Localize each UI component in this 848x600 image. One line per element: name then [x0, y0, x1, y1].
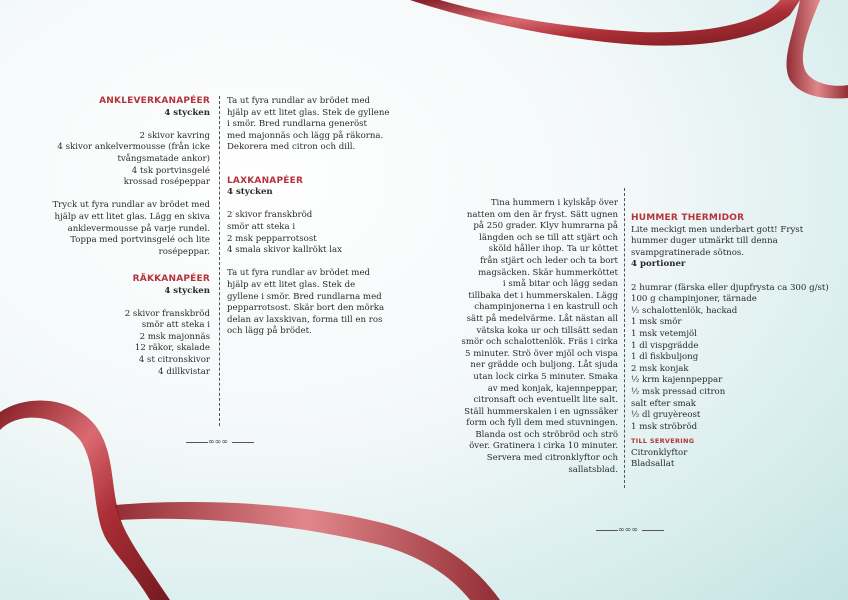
method-line: av med konjak, kajennpeppar, — [487, 383, 618, 394]
method-line: rosépeppar. — [158, 246, 210, 257]
intro-line: hummer duger utmärkt till denna — [631, 236, 778, 247]
method-line: ner grädde och buljong. Låt sjuda — [470, 360, 618, 371]
ingredient: 2 skivor franskbröd — [227, 210, 313, 221]
serving-items — [631, 448, 831, 471]
ingredient: 4 smala skivor kallrökt lax — [227, 245, 342, 256]
method-line: tillbaka det i hummerskalen. Lägg — [468, 290, 618, 301]
ingredient: 1 msk ströbröd — [631, 421, 698, 432]
method-line: natten om den är fryst. Sätt ugnen — [466, 209, 618, 220]
servings-hummer-thermidor: 4 portioner — [631, 259, 686, 270]
intro-line: Lite meckigt men underbart gott! Fryst — [631, 224, 804, 235]
ingredient: 4 tsk portvinsgelé — [131, 165, 210, 176]
method-line: utan lock cirka 5 minuter. Smaka — [473, 371, 618, 382]
ingredient: ½ schalottenlök, hackad — [631, 305, 738, 316]
ingredient: 4 skivor ankelvermousse (från icke — [57, 142, 210, 153]
method-line: över. Gratinera i cirka 10 minuter. — [469, 441, 618, 452]
ingredient: 1 msk vetemjöl — [631, 328, 697, 339]
method-line: Ta ut fyra rundlar av brödet med — [227, 96, 371, 106]
method-laxkanapeer — [227, 268, 402, 338]
heading-till-servering: TILL SERVERING — [631, 437, 695, 446]
ingredient: 4 dillkvistar — [158, 366, 210, 377]
method-ankleverkanapeer — [40, 200, 210, 258]
method-rakkanapeer — [227, 96, 402, 154]
method-line: sallatsblad. — [568, 464, 618, 475]
ingredient: tvångsmatade ankor) — [117, 153, 210, 164]
ingredient: 2 skivor franskbröd — [124, 308, 210, 319]
method-line: Ta ut fyra rundlar av brödet med — [227, 268, 371, 279]
column-divider — [219, 96, 220, 426]
method-line: champinjonerna i en kastrull och — [474, 302, 618, 313]
method-line: längden och se till att stjärt och — [479, 232, 618, 243]
ingredient: 1 dl fiskbuljong — [631, 352, 699, 363]
ingredient: 1 dl vispgrädde — [631, 340, 699, 351]
ingredients-laxkanapeer — [227, 210, 402, 256]
intro-line: svampgratinerade sötnos. — [631, 247, 745, 258]
column-divider — [624, 188, 625, 488]
ingredient: salt efter smak — [631, 398, 697, 409]
heading-laxkanapeer: LAXKANAPÉER — [227, 175, 304, 186]
method-line: hjälp av ett litet glas. Lägg en skiva — [54, 211, 210, 222]
ingredient: 2 humrar (färska eller djupfrysta ca 300 g/st) — [631, 282, 829, 293]
method-line: delan av laxskivan, forma till en ros — [227, 314, 383, 325]
heading-ankleverkanapeer: ANKLEVERKANAPÉER — [99, 96, 210, 106]
method-line: sköld håller ihop. Ta ur köttet — [488, 244, 618, 255]
method-line: magsäcken. Skär hummerköttet — [478, 267, 618, 278]
divider-ornament — [186, 438, 254, 446]
serving-item: Citronklyftor — [631, 447, 688, 458]
method-line: i små bitar och lägg sedan — [502, 279, 618, 290]
knot-icon: ∞∞∞ — [208, 437, 228, 446]
servings-ankleverkanapeer: 4 stycken — [164, 107, 210, 118]
method-line: hjälp av ett litet glas. Stek de gyllene — [227, 107, 390, 118]
column-1 — [40, 96, 210, 378]
ingredients-rakkanapeer — [40, 309, 210, 379]
ingredient: 2 msk pepparrotsost — [227, 233, 317, 244]
method-line: Blanda ost och ströbröd och strö — [475, 429, 618, 440]
method-hummer-thermidor — [440, 198, 618, 476]
ingredient: ½ krm kajennpeppar — [631, 375, 723, 386]
serving-item: Bladsallat — [631, 459, 675, 470]
method-line: citronsaft och eventuellt lite salt. — [473, 395, 618, 406]
method-line: vätska koka ur och tillsätt sedan — [476, 325, 618, 336]
method-line: Tina hummern i kylskåp över — [490, 198, 618, 208]
method-line: Toppa med portvinsgelé och lite — [70, 235, 210, 246]
method-line: anklevermousse på varje rundel. — [67, 223, 210, 234]
knot-icon: ∞∞∞ — [618, 525, 638, 534]
method-line: med majonnäs och lägg på räkorna. — [227, 130, 384, 141]
method-line: Dekorera med citron och dill. — [227, 142, 356, 153]
ingredient: 2 msk konjak — [631, 363, 689, 374]
ingredient: 2 skivor kavring — [139, 130, 210, 141]
column-2 — [227, 96, 402, 338]
method-line: pepparrotsost. Skär bort den mörka — [227, 303, 385, 314]
method-line: på 250 grader. Klyv humrarna på — [473, 221, 618, 232]
column-3 — [440, 198, 618, 476]
ingredient: 2 msk majonnäs — [139, 331, 210, 342]
ingredient: 100 g champinjoner, tärnade — [631, 294, 757, 305]
ingredient: ½ dl gruyèreost — [631, 410, 701, 421]
ingredient: 1 msk smör — [631, 317, 682, 328]
method-line: gyllene i smör. Bred rundlarna med — [227, 291, 382, 302]
method-line: sätt på medelvärme. Låt nästan all — [466, 313, 618, 324]
method-line: och lägg på brödet. — [227, 326, 312, 337]
ingredients-hummer-thermidor — [631, 283, 831, 434]
ingredient: ½ msk pressad citron — [631, 386, 726, 397]
ingredient: 4 st citronskivor — [138, 355, 210, 366]
divider-ornament — [596, 526, 664, 534]
method-line: från stjärt och leder och ta bort — [480, 255, 618, 266]
intro-hummer-thermidor — [631, 225, 831, 260]
servings-laxkanapeer: 4 stycken — [227, 187, 273, 198]
column-4 — [631, 213, 831, 471]
method-line: form och fyll dem med stuvningen. — [466, 418, 618, 429]
method-line: Servera med citronklyftor och — [486, 453, 618, 464]
ingredient: smör att steka i — [141, 320, 210, 331]
ingredient: krossad rosépeppar — [123, 177, 210, 188]
method-line: smör och schalottenlök. Fräs i cirka — [461, 337, 618, 348]
heading-rakkanapeer: RÄKKANAPÉER — [132, 273, 210, 284]
method-line: hjälp av ett litet glas. Stek de — [227, 279, 356, 290]
method-line: Tryck ut fyra rundlar av brödet med — [52, 200, 210, 211]
method-line: 5 minuter. Strö över mjöl och vispa — [465, 348, 618, 359]
method-line: i smör. Bred rundlarna generöst — [227, 119, 367, 130]
ingredients-ankleverkanapeer — [40, 131, 210, 189]
ingredient: smör att steka i — [227, 221, 296, 232]
servings-rakkanapeer: 4 stycken — [164, 285, 210, 296]
ingredient: 12 räkor, skalade — [134, 343, 210, 354]
method-line: Ställ hummerskalen i en ugnssäker — [464, 406, 618, 417]
heading-hummer-thermidor: HUMMER THERMIDOR — [631, 213, 745, 223]
